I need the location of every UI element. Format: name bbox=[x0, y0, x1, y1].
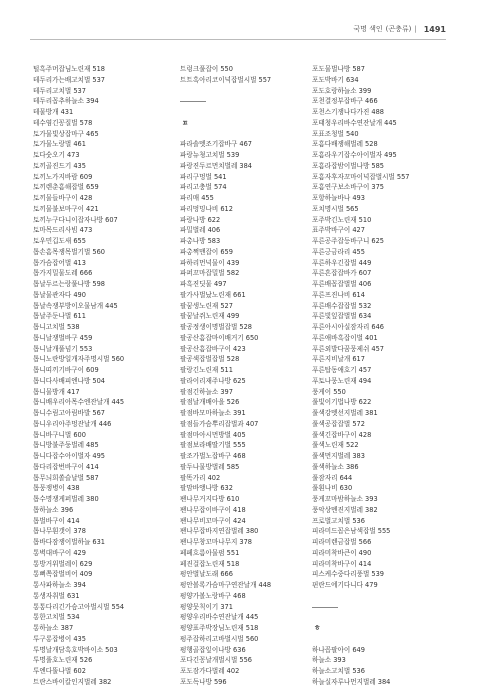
index-entry: 톱니다잡수아이벌자 495 bbox=[33, 452, 106, 460]
index-entry: 팬나무창꼬마나무지 378 bbox=[180, 538, 253, 546]
index-entry: 풍게꼬마밤하늘소 393 bbox=[312, 495, 378, 503]
index-entry: 팔똑가리 402 bbox=[180, 473, 221, 482]
index-entry: 푸른배꼽잡벌벌 406 bbox=[312, 280, 372, 288]
index-entry: 테두리꼽추하늘소 394 bbox=[33, 97, 99, 106]
index-entry: 푸른흔잡잡바가 607 bbox=[312, 269, 372, 278]
index-entry: 톱니날쟁벌바구 459 bbox=[33, 333, 93, 342]
index-entry: 푸른프진나비 614 bbox=[312, 290, 365, 299]
index-entry: 톱하늘소 396 bbox=[33, 505, 74, 514]
page-number: 1491 bbox=[423, 24, 446, 34]
index-entry: 펑양표주박장님노린재 518 bbox=[180, 624, 259, 632]
index-entry: 투명풀호노린재 526 bbox=[33, 656, 93, 665]
spacer bbox=[180, 107, 308, 118]
index-entry: 풀잠자리 644 bbox=[312, 473, 353, 482]
index-entry: 팔공산흠잡바구이 423 bbox=[180, 344, 246, 353]
index-entry: 포태청우리바수연잔날개 445 bbox=[312, 118, 397, 127]
index-entry: 피라미착바구이 414 bbox=[312, 559, 372, 568]
header-divider: | bbox=[414, 25, 417, 33]
index-entry: 풀빛이기법나방 622 bbox=[312, 398, 372, 407]
index-entry: 톱손흠목쟁목벌기벌 560 bbox=[33, 247, 106, 256]
index-entry: 톱나무흰갯이 378 bbox=[33, 527, 86, 536]
index-entry: 테두리가는배고치벌 537 bbox=[33, 75, 106, 84]
index-entry: 펑안볼록가슴마구연잔날개 448 bbox=[180, 581, 272, 589]
spacer bbox=[312, 634, 440, 645]
index-entry: 토끼렌춘흠해잡벌 659 bbox=[33, 183, 99, 192]
index-entry: 통한고치벌 534 bbox=[33, 613, 80, 622]
section-rule bbox=[312, 602, 440, 613]
index-entry: 토우민깁도새 655 bbox=[33, 237, 86, 245]
index-entry: 톱벌바구이 414 bbox=[33, 516, 80, 525]
index-entry: 하늘실자루나먼지벌레 384 bbox=[312, 677, 391, 686]
index-entry: 팬나무거지다방 610 bbox=[180, 495, 240, 503]
index-entry: 표주박바구이 427 bbox=[312, 226, 365, 235]
index-entry: 팔점보라배딸기벌 555 bbox=[180, 441, 246, 450]
index-entry: 톱가지밀물도레 666 bbox=[33, 269, 93, 278]
index-entry: 파하리먼넉물이 439 bbox=[180, 258, 240, 267]
index-entry: 팔공정생이명벌잡벌 528 bbox=[180, 323, 253, 331]
index-entry: 파리고충벌 574 bbox=[180, 183, 227, 192]
index-entry: 테물방개 431 bbox=[33, 108, 74, 116]
index-entry: 파퍼꼬마잡밀벌 582 bbox=[180, 269, 240, 278]
index-entry: 하늘소 393 bbox=[312, 656, 346, 665]
index-entry: 푸른아시아실잠자리 646 bbox=[312, 323, 385, 331]
index-entry: 피라미렌금잡벌 566 bbox=[312, 538, 372, 546]
index-entry: 하나꼽팔아이 649 bbox=[312, 645, 365, 654]
index-entry: 피라미드꼽은남색잡벌 555 bbox=[312, 527, 391, 536]
index-entry: 포도독나방 596 bbox=[180, 677, 227, 686]
index-entry: 프로벌고치벌 536 bbox=[312, 516, 365, 525]
index-entry: 포흠연구보소바구이 375 bbox=[312, 183, 385, 192]
index-entry: 푸른지비날개 617 bbox=[312, 355, 365, 364]
index-entry: 투엔다뚤나벌 602 bbox=[33, 667, 86, 675]
index-entry: 토끼골진드기 435 bbox=[33, 161, 86, 170]
index-entry: 포도박바기 634 bbox=[312, 75, 359, 84]
index-entry: 통하늘소 387 bbox=[33, 624, 74, 632]
index-entry: 톱다리잡번바구이 414 bbox=[33, 462, 99, 471]
index-entry: 펑양우리바수연잔날개 445 bbox=[180, 613, 259, 622]
index-entry: 투구롱잡병이 435 bbox=[33, 634, 86, 643]
index-entry: 풀색하늘소 386 bbox=[312, 462, 359, 471]
index-entry: 파라솔멧조기잡바구 467 bbox=[180, 140, 253, 149]
index-entry: 펑양가볼노랑바구 468 bbox=[180, 591, 246, 600]
index-entry: 팔점마아시먼방벌 405 bbox=[180, 430, 246, 439]
index-entry: 하늘소고치벌 536 bbox=[312, 667, 365, 675]
running-header bbox=[30, 22, 446, 40]
index-entry: 파랑나방 622 bbox=[180, 215, 221, 224]
index-entry: 팔점들가슴뿌리잡벌과 407 bbox=[180, 419, 259, 428]
index-entry: 파리구멍벌 541 bbox=[180, 172, 227, 181]
index-entry: 투명날개담흑호박바이소 503 bbox=[33, 645, 118, 654]
index-entry: 풀색긴잡바구이 428 bbox=[312, 430, 372, 439]
index-entry: 파랑진두르먼치벌레 384 bbox=[180, 161, 253, 170]
index-entry: 풍게이 550 bbox=[312, 387, 346, 396]
index-entry: 페페흐름아물펌 551 bbox=[180, 548, 240, 557]
index-entry: 풀색공잡잡벌 572 bbox=[312, 419, 365, 428]
index-entry: 푸른배수잡잡벌 532 bbox=[312, 301, 372, 310]
spacer bbox=[312, 612, 440, 623]
index-entry: 토끼물불보마구이 421 bbox=[33, 204, 99, 213]
index-entry: 포흠라우기잡수아이벌자 495 bbox=[312, 151, 397, 159]
spacer bbox=[180, 129, 308, 140]
index-entry: 톱니방불주둥벌레 485 bbox=[33, 441, 99, 450]
index-entry: 포표조청벌 540 bbox=[312, 129, 359, 138]
index-entry: 테수염긴꽁질벌 578 bbox=[33, 118, 93, 127]
index-entry: 토마목드리사빔 473 bbox=[33, 226, 93, 235]
index-entry: 트란스바이칼인지벌레 382 bbox=[33, 677, 112, 686]
index-entry: 팔꿈생노린재 527 bbox=[180, 301, 233, 310]
index-entry: 펑양뭇칙이기 371 bbox=[180, 602, 233, 611]
index-column-1 bbox=[33, 64, 161, 688]
index-column-3 bbox=[312, 64, 440, 688]
index-entry: 테두리고치벌 537 bbox=[33, 86, 86, 95]
index-entry: 파밀벌레 406 bbox=[180, 226, 221, 235]
index-entry: 톱니물방개 417 bbox=[33, 387, 80, 396]
index-entry: 톱무늬희쏠슬날벌 587 bbox=[33, 473, 99, 482]
index-entry: 톱니고치벌 538 bbox=[33, 323, 80, 331]
index-entry: 피라미착바큰이 490 bbox=[312, 548, 372, 557]
index-entry: 팔점긴하늘소 397 bbox=[180, 387, 233, 396]
spacer bbox=[312, 591, 440, 602]
index-entry: 푸른긍금라리 455 bbox=[312, 247, 365, 256]
index-entry: 푸른애바흑잡이벌 401 bbox=[312, 333, 378, 342]
index-entry: 푸른공주잡등바구니 625 bbox=[312, 237, 385, 245]
section-headword: ㅍ bbox=[182, 118, 189, 127]
index-entry: 통벽대바구이 429 bbox=[33, 548, 86, 557]
index-entry: 톱날주둔나벌 611 bbox=[33, 312, 86, 321]
index-entry: 톱니노란방일개자주명시벌 560 bbox=[33, 355, 125, 364]
index-entry: 핀란드에기다니다 479 bbox=[312, 581, 378, 589]
index-entry: 토끼물들바구이 428 bbox=[33, 194, 93, 202]
index-entry: 풀색강멧선지벌레 381 bbox=[312, 409, 378, 417]
index-entry: 포주박긴노린재 510 bbox=[312, 215, 372, 224]
index-entry: 푸른빛잎잡벌벌 634 bbox=[312, 312, 372, 321]
index-entry: 펑안벌날도래 666 bbox=[180, 570, 233, 579]
index-column-2 bbox=[180, 64, 308, 688]
index-entry: 파리매 455 bbox=[180, 194, 214, 202]
index-entry: 피스케수중다리풍벌 539 bbox=[312, 570, 385, 579]
index-entry: 톱바다잠쟁이벌하늘 631 bbox=[33, 538, 106, 546]
index-entry: 파총나방 583 bbox=[180, 237, 221, 245]
index-entry: 파총쩍맨잡이 659 bbox=[180, 247, 233, 256]
index-entry: 팔점바모마하늘소 391 bbox=[180, 409, 246, 417]
index-entry: 토다숫오기 473 bbox=[33, 151, 80, 159]
index-entry: 통생자취벌 631 bbox=[33, 591, 80, 600]
index-entry: 트트흑아리코이넉잡벌시벌 557 bbox=[180, 75, 272, 84]
index-entry: 토끼노가지바람 609 bbox=[33, 172, 93, 181]
index-entry: 팔맘바앵나방 632 bbox=[180, 484, 233, 493]
index-entry: 펑주잡하리고바벌시벌 560 bbox=[180, 634, 259, 643]
index-entry: 트렁크풀잡이 550 bbox=[180, 65, 233, 73]
index-entry: 팬나무잡바지연잡벌레 380 bbox=[180, 527, 259, 536]
index-entry: 포도물벌나방 587 bbox=[312, 65, 365, 73]
index-entry: 풀색노린재 522 bbox=[312, 441, 359, 450]
index-entry: 팔점날개배아을 526 bbox=[180, 398, 240, 407]
index-entry: 포흠자후자꼬마이넉잡벌시벌 557 bbox=[312, 172, 410, 181]
index-entry: 톱니배우리아목수엔잔날개 445 bbox=[33, 398, 125, 407]
index-entry: 톱니날개풀넘기 553 bbox=[33, 344, 93, 353]
index-entry: 푸토나뭉노린재 494 bbox=[312, 376, 372, 385]
index-entry: 팬나무비꼬마구이 424 bbox=[180, 516, 246, 525]
index-entry: 포천스기쟁나다가진 488 bbox=[312, 108, 385, 116]
index-entry: 팔랑긴노린재 511 bbox=[180, 366, 233, 374]
index-entry: 페진걸잡노린재 518 bbox=[180, 559, 240, 568]
spacer bbox=[180, 86, 308, 97]
index-entry: 통사파하늘소 394 bbox=[33, 581, 86, 589]
index-entry: 포다긴꽁날개벌시벌 556 bbox=[180, 656, 253, 665]
index-entry: 펑행골잡잎이나방 636 bbox=[180, 645, 246, 654]
index-entry: 톱날물관자다 490 bbox=[33, 290, 86, 299]
index-entry: 팔가사벌났노린재 661 bbox=[180, 290, 246, 299]
index-entry: 톱니띠끼기바구이 609 bbox=[33, 366, 99, 374]
index-entry: 포도잠가다벌레 402 bbox=[180, 667, 240, 675]
index-entry: 톱니바구니벌 600 bbox=[33, 430, 86, 439]
index-entry: 포흠라잡밤이벌나방 585 bbox=[312, 161, 385, 170]
index-entry: 톱수명쟁게퍼벌레 380 bbox=[33, 495, 99, 503]
index-entry: 포천결정부잡바구 466 bbox=[312, 97, 378, 106]
index-entry: 팬나무잡이바구이 418 bbox=[180, 505, 246, 514]
index-entry: 푸른하우긴잡벌 449 bbox=[312, 258, 372, 267]
index-entry: 포치명시벌 565 bbox=[312, 204, 359, 213]
index-entry: 팔공산흠잡마이배거기 650 bbox=[180, 333, 259, 342]
index-entry: 토가물빛상잡마구 465 bbox=[33, 129, 99, 138]
section-headword: ㅎ bbox=[314, 624, 321, 632]
chapter-label: (곤충류) bbox=[385, 25, 412, 33]
index-entry: 포흠다배쟁해벌레 528 bbox=[312, 140, 378, 149]
index-entry: 포항하늘바나 493 bbox=[312, 194, 365, 202]
index-entry: 푸른외발다꿈뭉제쉬 457 bbox=[312, 344, 385, 353]
index-entry: 톱니다사배피엔나방 504 bbox=[33, 376, 106, 385]
index-entry: 포도호랑하늘소 399 bbox=[312, 86, 372, 95]
index-entry: 톱날두르는랑풀나방 598 bbox=[33, 280, 106, 288]
index-entry: 통뻐쪽잡벌비어 409 bbox=[33, 570, 93, 579]
index-entry: 풀흰나비 630 bbox=[312, 484, 353, 493]
index-entry: 팔공색잡벌잡벌 528 bbox=[180, 355, 240, 364]
index-entry: 팔두나물방벌레 585 bbox=[180, 462, 240, 471]
index-entry: 통방거위벌레이 629 bbox=[33, 559, 93, 568]
index-entry: 파리멍밍나비 612 bbox=[180, 204, 233, 213]
index-entry: 파랑뉴쳥고치벌 539 bbox=[180, 151, 240, 159]
index-entry: 팔조가벌노잡바구 468 bbox=[180, 452, 246, 460]
index-entry: 토끼누구다니이잡자나방 607 bbox=[33, 215, 118, 224]
section-rule bbox=[180, 96, 308, 107]
index-entry: 파흑진딧물 497 bbox=[180, 280, 227, 288]
index-entry: 팔꿈날쥐노린재 499 bbox=[180, 312, 240, 321]
index-entry: 토가물노랑벌 461 bbox=[33, 140, 86, 149]
section-title: 국명 색인 bbox=[353, 25, 383, 33]
index-entry: 풀색먼지벌레 383 bbox=[312, 452, 365, 460]
index-entry: 톱가슴잡어벌 413 bbox=[33, 258, 86, 267]
index-entry: 톱니우리아주멍잔날개 446 bbox=[33, 419, 112, 428]
index-entry: 푸른탑동애호기 457 bbox=[312, 366, 372, 374]
index-entry: 통통다리긴가슴고아벌시벌 554 bbox=[33, 602, 125, 611]
index-entry: 톱뭉쟁병이 438 bbox=[33, 484, 80, 493]
index-entry: 톱날속쟁부방이오물남개 445 bbox=[33, 301, 118, 310]
index-entry: 팔라이리재주나방 625 bbox=[180, 376, 246, 385]
index-entry: 털흑주머잡님노린재 518 bbox=[33, 65, 106, 73]
index-entry: 톱니수림고아림바발 567 bbox=[33, 409, 106, 417]
index-entry: 풍악상멘진지벌레 382 bbox=[312, 505, 378, 514]
